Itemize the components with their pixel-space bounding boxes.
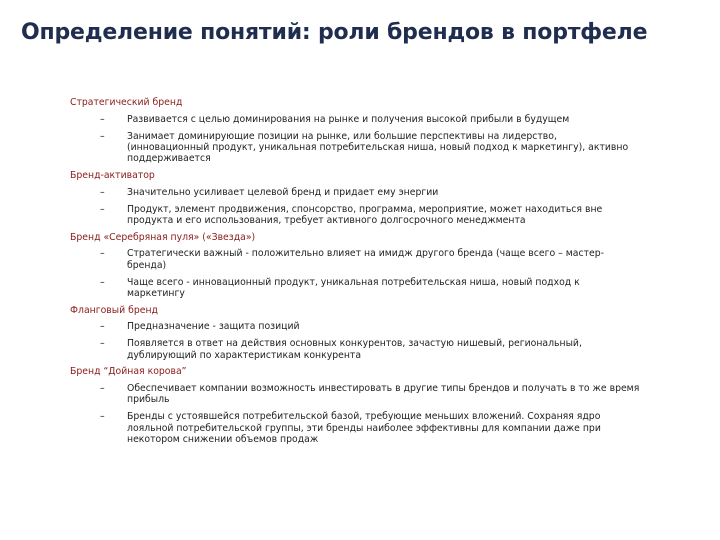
list-item [70, 114, 640, 125]
section-silver-bullet [70, 232, 640, 299]
list-item [70, 187, 640, 198]
list-item [70, 321, 640, 332]
list-item [70, 411, 640, 445]
list-item [70, 383, 640, 406]
dash-bullet: – [100, 130, 105, 142]
dash-bullet: – [100, 383, 105, 395]
list-item-text: Бренды с устоявшейся потребительской базой, требующие меньших вложений. Сохраняя ядро лояльной потребительской группы, эти бренды наиболее эффективны для компании даже при некотором снижении объемов продаж [127, 411, 601, 445]
section-heading: Бренд «Серебряная пуля» («Звезда») [70, 231, 256, 243]
list-item [70, 277, 640, 300]
list-item-text: Продукт, элемент продвижения, спонсорство, программа, мероприятие, может находиться вне продукта и его использования, требует активного долгосрочного менеджмента [127, 203, 603, 226]
list-item-text: Развивается с целью доминирования на рынке и получения высокой прибыли в будущем [127, 113, 570, 125]
list-item-text: Обеспечивает компании возможность инвестировать в другие типы брендов и получать в то же время прибыль [127, 383, 640, 406]
section-cash-cow [70, 366, 640, 445]
section-activator [70, 170, 640, 226]
section-flanker [70, 305, 640, 361]
list-item-text: Стратегически важный - положительно влияет на имидж другого бренда (чаще всего – мастер-бренда) [127, 248, 604, 271]
list-item [70, 248, 640, 271]
slide-title: Определение понятий: роли брендов в портфеле [21, 20, 648, 45]
section-heading: Фланговый бренд [70, 304, 158, 316]
section-strategic [70, 97, 640, 164]
list-item-text: Значительно усиливает целевой бренд и придает ему энергии [127, 186, 439, 198]
list-item-text: Предназначение - защита позиций [127, 321, 300, 333]
list-item-text: Чаще всего - инновационный продукт, уникальная потребительская ниша, новый подход к маркетингу [127, 276, 580, 299]
list-item [70, 204, 640, 227]
list-item-text: Занимает доминирующие позиции на рынке, или большие перспективы на лидерство, (инновационный продукт, уникальная потребительская ниша, новый подход к маркетингу), активно поддерживается [127, 130, 629, 165]
dash-bullet: – [100, 338, 105, 350]
list-item-text: Появляется в ответ на действия основных конкурентов, зачастую нишевый, региональный, дублирующий по характеристикам конкурента [127, 338, 582, 361]
dash-bullet: – [100, 276, 105, 288]
section-heading: Бренд “Дойная корова” [70, 366, 187, 378]
dash-bullet: – [100, 248, 105, 260]
dash-bullet: – [100, 411, 105, 423]
dash-bullet: – [100, 113, 105, 125]
list-item [70, 131, 640, 165]
section-heading: Бренд-активатор [70, 169, 155, 181]
content-list [70, 97, 640, 451]
list-item [70, 338, 640, 361]
dash-bullet: – [100, 321, 105, 333]
dash-bullet: – [100, 186, 105, 198]
dash-bullet: – [100, 203, 105, 215]
section-heading: Стратегический бренд [70, 97, 183, 108]
